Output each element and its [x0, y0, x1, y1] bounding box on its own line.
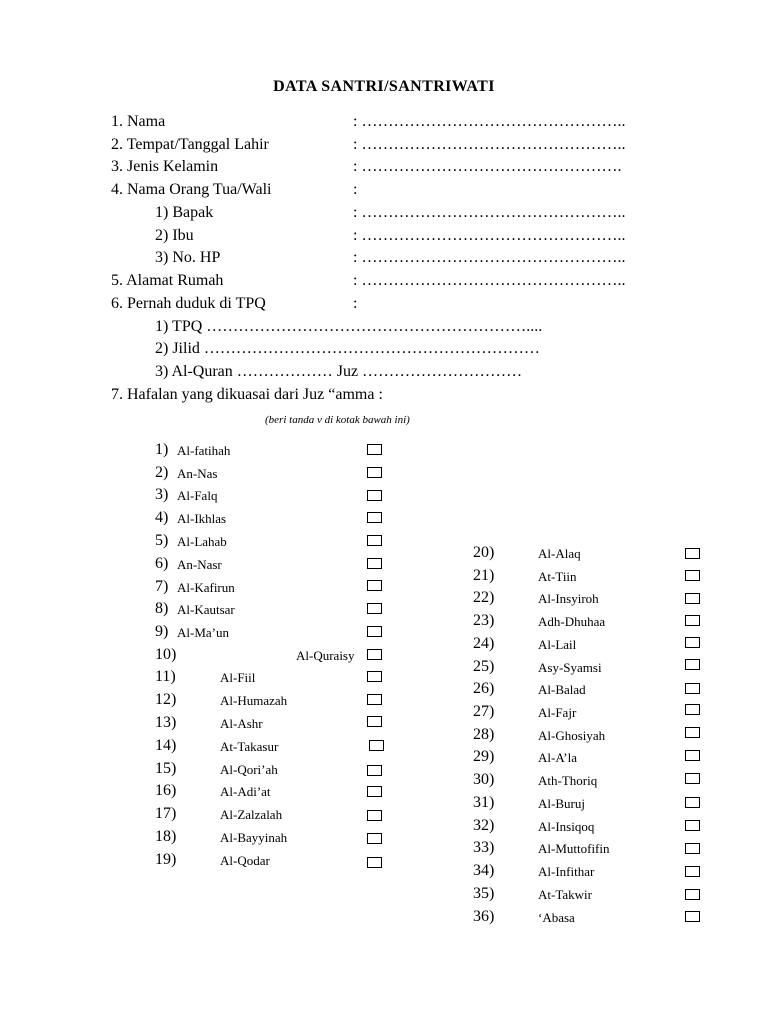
surah-number: 16) [155, 782, 177, 799]
surah-name: Al-Ashr [220, 716, 263, 731]
surah-number: 9) [155, 623, 169, 640]
surah-name: Al-Falq [177, 488, 218, 503]
form-title: DATA SANTRI/SANTRIWATI [273, 78, 495, 95]
surah-checkbox[interactable] [367, 512, 382, 523]
surah-number: 32) [473, 817, 495, 834]
surah-checkbox[interactable] [685, 866, 700, 877]
surah-name: Al-Fiil [220, 670, 256, 685]
field-hafalan-label: 7. Hafalan yang dikuasai dari Juz “amma : [111, 386, 383, 403]
surah-number: 12) [155, 691, 177, 708]
surah-number: 14) [155, 737, 177, 754]
surah-number: 11) [155, 668, 176, 685]
surah-checkbox[interactable] [367, 558, 382, 569]
field-ttl-blank[interactable]: : ………………………………………….. [353, 136, 626, 153]
surah-checkbox[interactable] [367, 603, 382, 614]
surah-name: An-Nas [177, 466, 218, 481]
surah-name: Al-Qori’ah [220, 762, 278, 777]
surah-checkbox[interactable] [685, 911, 700, 922]
surah-checkbox[interactable] [685, 570, 700, 581]
surah-checkbox[interactable] [367, 535, 382, 546]
surah-number: 19) [155, 851, 177, 868]
surah-checkbox[interactable] [685, 704, 700, 715]
surah-number: 23) [473, 612, 495, 629]
surah-checkbox[interactable] [367, 467, 382, 478]
surah-name: Al-Zalzalah [220, 807, 283, 822]
field-alamat-blank[interactable]: : ………………………………………….. [353, 272, 626, 289]
surah-name: Al-Kafirun [177, 580, 235, 595]
surah-number: 21) [473, 567, 495, 584]
surah-checkbox[interactable] [367, 833, 382, 844]
surah-name: Al-fatihah [177, 443, 231, 458]
surah-number: 1) [155, 441, 169, 458]
surah-checkbox[interactable] [367, 765, 382, 776]
surah-name: Al-Muttofifin [538, 841, 610, 856]
surah-checkbox[interactable] [367, 580, 382, 591]
surah-number: 7) [155, 578, 169, 595]
field-ortu-colon: : [353, 181, 358, 198]
surah-name: Al-Adi’at [220, 784, 271, 799]
surah-number: 22) [473, 589, 495, 606]
field-ibu-label: 2) Ibu [155, 227, 194, 244]
surah-checkbox[interactable] [685, 797, 700, 808]
field-tpq-question-colon: : [353, 295, 358, 312]
surah-name: Al-A’la [538, 750, 577, 765]
field-bapak-blank[interactable]: : ………………………………………….. [353, 204, 626, 221]
field-tpq-line[interactable]: 1) TPQ …………………………………………………….... [155, 318, 543, 335]
surah-checkbox[interactable] [685, 637, 700, 648]
field-ortu-label: 4. Nama Orang Tua/Wali [111, 181, 272, 198]
surah-number: 26) [473, 680, 495, 697]
surah-name: Asy-Syamsi [538, 660, 602, 675]
field-alamat-label: 5. Alamat Rumah [111, 272, 224, 289]
surah-number: 8) [155, 600, 169, 617]
surah-name: Al-Ikhlas [177, 511, 227, 526]
field-hp-label: 3) No. HP [155, 249, 221, 266]
surah-name: Al-Humazah [220, 693, 288, 708]
surah-number: 5) [155, 532, 169, 549]
surah-number: 20) [473, 544, 495, 561]
surah-checkbox[interactable] [685, 548, 700, 559]
surah-number: 3) [155, 486, 169, 503]
surah-number: 17) [155, 805, 177, 822]
surah-name: Al-Insyiroh [538, 591, 599, 606]
surah-checkbox[interactable] [367, 694, 382, 705]
surah-name: At-Takwir [538, 887, 592, 902]
surah-name: Ath-Thoriq [538, 773, 598, 788]
surah-name: Al-Alaq [538, 546, 581, 561]
surah-name: Al-Fajr [538, 705, 577, 720]
surah-number: 34) [473, 862, 495, 879]
surah-name: Al-Ma’un [177, 625, 229, 640]
surah-checkbox[interactable] [367, 716, 382, 727]
surah-number: 6) [155, 555, 169, 572]
surah-checkbox[interactable] [367, 786, 382, 797]
field-quran-line[interactable]: 3) Al-Quran ……………… Juz ………………………… [155, 363, 523, 380]
surah-number: 35) [473, 885, 495, 902]
surah-name: ‘Abasa [538, 910, 575, 925]
field-bapak-label: 1) Bapak [155, 204, 214, 221]
surah-checkbox[interactable] [685, 773, 700, 784]
field-ttl-label: 2. Tempat/Tanggal Lahir [111, 136, 269, 153]
surah-number: 28) [473, 726, 495, 743]
surah-number: 33) [473, 839, 495, 856]
surah-name: Al-Qodar [220, 853, 270, 868]
surah-checkbox[interactable] [367, 857, 382, 868]
surah-name: Al-Insiqoq [538, 819, 595, 834]
surah-name: An-Nasr [177, 557, 222, 572]
surah-number: 29) [473, 748, 495, 765]
surah-checkbox[interactable] [685, 750, 700, 761]
surah-checkbox[interactable] [367, 444, 382, 455]
surah-number: 2) [155, 464, 169, 481]
surah-name: Al-Buruj [538, 796, 585, 811]
field-nama-label: 1. Nama [111, 113, 166, 130]
surah-name: Al-Bayyinah [220, 830, 288, 845]
surah-checkbox[interactable] [685, 820, 700, 831]
surah-number: 25) [473, 658, 495, 675]
surah-name: At-Tiin [538, 569, 577, 584]
surah-number: 30) [473, 771, 495, 788]
surah-number: 36) [473, 908, 495, 925]
surah-checkbox[interactable] [369, 740, 384, 751]
surah-number: 4) [155, 509, 169, 526]
surah-number: 27) [473, 703, 495, 720]
field-jk-label: 3. Jenis Kelamin [111, 158, 219, 175]
instruction-note: (beri tanda v di kotak bawah ini) [265, 414, 410, 426]
field-jk-blank[interactable]: : …………………………………………. [353, 158, 622, 175]
surah-checkbox[interactable] [367, 626, 382, 637]
field-hp-blank[interactable]: : ………………………………………….. [353, 249, 626, 266]
surah-checkbox[interactable] [367, 810, 382, 821]
surah-checkbox[interactable] [685, 593, 700, 604]
surah-name: Al-Ghosiyah [538, 728, 606, 743]
surah-name: Al-Quraisy [296, 648, 355, 663]
surah-number: 18) [155, 828, 177, 845]
field-jilid-line[interactable]: 2) Jilid ……………………………………………………… [155, 340, 540, 357]
surah-name: Al-Balad [538, 682, 586, 697]
surah-name: Al-Lahab [177, 534, 227, 549]
surah-checkbox[interactable] [685, 659, 700, 670]
surah-name: Al-Lail [538, 637, 577, 652]
surah-number: 24) [473, 635, 495, 652]
surah-name: Al-Infithar [538, 864, 595, 879]
surah-number: 10) [155, 646, 177, 663]
surah-name: At-Takasur [220, 739, 279, 754]
surah-name: Adh-Dhuhaa [538, 614, 606, 629]
surah-checkbox[interactable] [367, 671, 382, 682]
surah-number: 13) [155, 714, 177, 731]
surah-name: Al-Kautsar [177, 602, 235, 617]
surah-checkbox[interactable] [685, 683, 700, 694]
field-tpq-question-label: 6. Pernah duduk di TPQ [111, 295, 266, 312]
field-ibu-blank[interactable]: : ………………………………………….. [353, 227, 626, 244]
surah-number: 15) [155, 760, 177, 777]
surah-checkbox[interactable] [685, 727, 700, 738]
surah-checkbox[interactable] [367, 649, 382, 660]
surah-number: 31) [473, 794, 495, 811]
surah-checkbox[interactable] [367, 490, 382, 501]
field-nama-blank[interactable]: : ………………………………………….. [353, 113, 626, 130]
surah-checkbox[interactable] [685, 615, 700, 626]
surah-checkbox[interactable] [685, 843, 700, 854]
surah-checkbox[interactable] [685, 889, 700, 900]
